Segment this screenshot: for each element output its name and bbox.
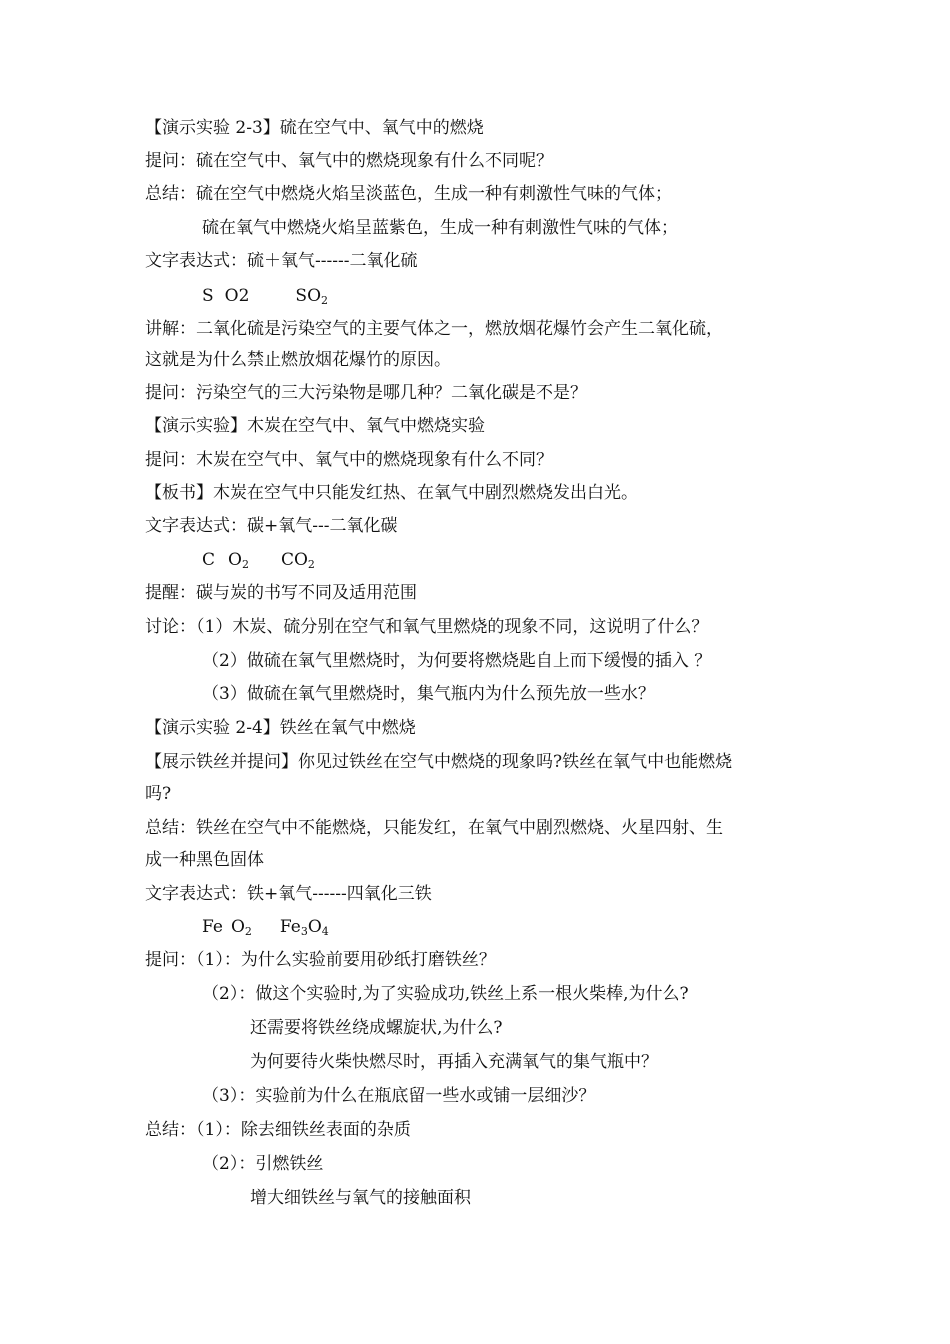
subscript: 2 [244, 925, 252, 938]
summary-line: 硫在氧气中燃烧火焰呈蓝紫色，生成一种有刺激性气味的气体； [202, 218, 678, 238]
formula-oxygen: O2 [224, 286, 250, 306]
word-equation: 文字表达式：铁+氧气------四氧化三铁 [145, 884, 432, 904]
chemical-formula-line [202, 915, 329, 939]
blackboard-note: 【板书】木炭在空气中只能发红热、在氧气中剧烈燃烧发出白光。 [145, 483, 638, 503]
formula-iron: Fe [202, 917, 223, 937]
reminder-line: 提醒：碳与炭的书写不同及适用范围 [145, 583, 417, 603]
question-line: 吗? [145, 784, 172, 804]
formula-fe3o4: Fe [279, 917, 301, 937]
subscript: 2 [241, 558, 249, 571]
formula-fe3o4-oxygen: O [307, 917, 322, 937]
question-line: 提问：（1）：为什么实验前要用砂纸打磨铁丝？ [145, 950, 496, 970]
word-equation: 文字表达式：硫＋氧气------二氧化硫 [145, 251, 418, 271]
formula-carbon: C [202, 550, 216, 570]
explanation-line: 这就是为什么禁止燃放烟花爆竹的原因。 [145, 350, 451, 370]
summary-line: （2）：引燃铁丝 [202, 1154, 324, 1174]
formula-oxygen: O [228, 550, 242, 570]
chemical-formula-line [202, 284, 328, 308]
formula-so2: SO [295, 286, 322, 306]
summary-line: 成一种黑色固体 [145, 850, 264, 870]
discussion-line: 讨论：（1）木炭、硫分别在空气和氧气里燃烧的现象不同，这说明了什么？ [145, 617, 709, 637]
discussion-line: （2）做硫在氧气里燃烧时，为何要将燃烧匙自上而下缓慢的插入 ？ [202, 651, 712, 671]
chemical-formula-line [202, 548, 315, 572]
subscript: 2 [321, 294, 329, 307]
subscript: 2 [307, 558, 315, 571]
question-line: （2）：做这个实验时,为了实验成功,铁丝上系一根火柴棒,为什么? [202, 984, 689, 1004]
formula-co2: CO [280, 550, 308, 570]
question-line: 【展示铁丝并提问】你见过铁丝在空气中燃烧的现象吗?铁丝在氧气中也能燃烧 [145, 752, 733, 772]
question-line: （3）：实验前为什么在瓶底留一些水或铺一层细沙？ [202, 1086, 596, 1106]
summary-line: 增大细铁丝与氧气的接触面积 [250, 1188, 471, 1208]
formula-sulfur: S [202, 286, 214, 306]
experiment-2-3-heading: 【演示实验 2-3】硫在空气中、氧气中的燃烧 [145, 118, 484, 138]
question-line: 提问：硫在空气中、氧气中的燃烧现象有什么不同呢？ [145, 151, 553, 171]
question-line: 提问：木炭在空气中、氧气中的燃烧现象有什么不同？ [145, 450, 553, 470]
explanation-line: 讲解：二氧化硫是污染空气的主要气体之一，燃放烟花爆竹会产生二氧化硫， [145, 319, 723, 339]
formula-oxygen: O [230, 917, 245, 937]
subscript: 3 [300, 925, 308, 938]
subscript: 4 [321, 925, 329, 938]
experiment-heading: 【演示实验】木炭在空气中、氧气中燃烧实验 [145, 416, 485, 436]
summary-line: 总结：硫在空气中燃烧火焰呈淡蓝色，生成一种有刺激性气味的气体； [145, 184, 672, 204]
question-line: 提问：污染空气的三大污染物是哪几种？二氧化碳是不是？ [145, 383, 587, 403]
question-line: 还需要将铁丝绕成螺旋状,为什么? [250, 1018, 503, 1038]
experiment-2-4-heading: 【演示实验 2-4】铁丝在氧气中燃烧 [145, 718, 416, 738]
summary-line: 总结：铁丝在空气中不能燃烧，只能发红，在氧气中剧烈燃烧、火星四射、生 [145, 818, 723, 838]
word-equation: 文字表达式：碳+氧气---二氧化碳 [145, 516, 398, 536]
discussion-line: （3）做硫在氧气里燃烧时，集气瓶内为什么预先放一些水？ [202, 684, 655, 704]
question-line: 为何要待火柴快燃尽时，再插入充满氧气的集气瓶中？ [250, 1052, 658, 1072]
summary-line: 总结：（1）：除去细铁丝表面的杂质 [145, 1120, 411, 1140]
